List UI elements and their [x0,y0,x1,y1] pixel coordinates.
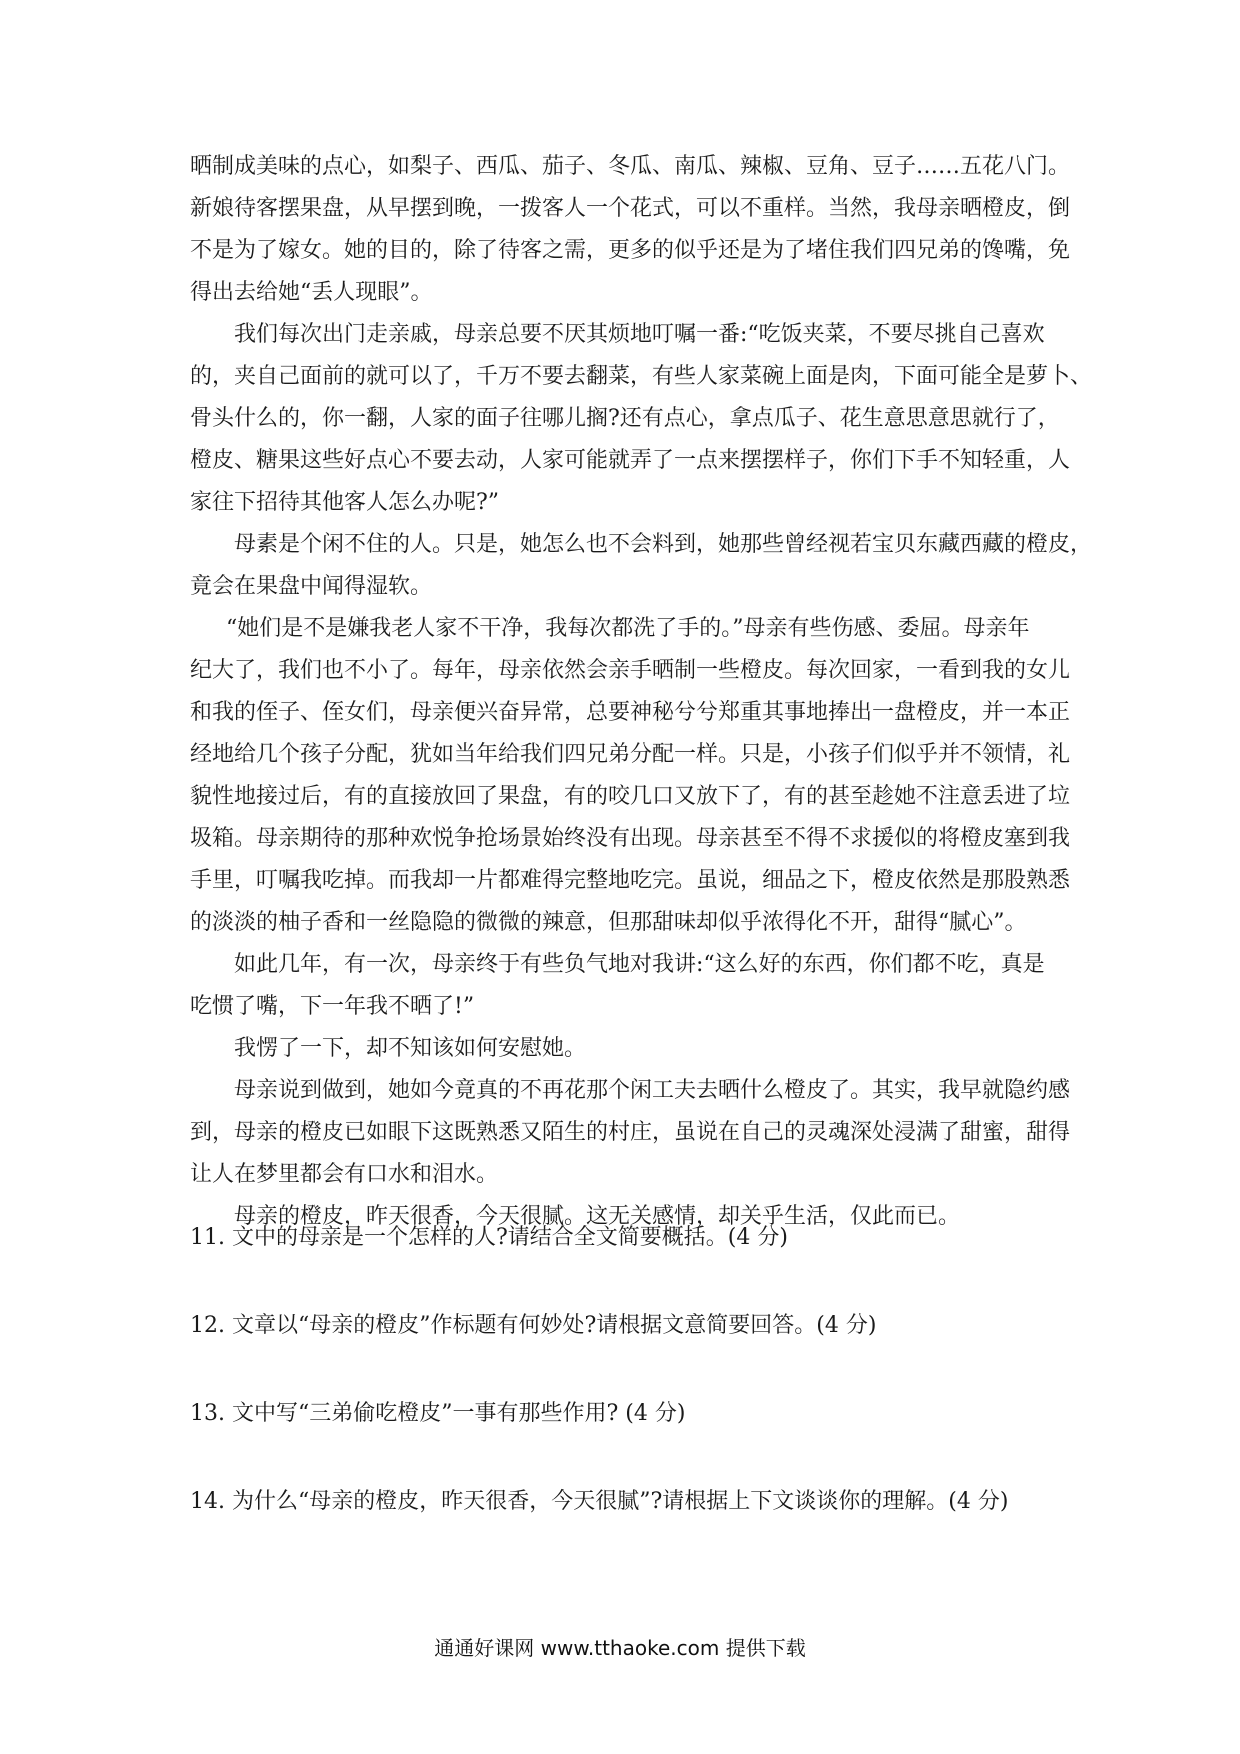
passage-line: 橙皮、糖果这些好点心不要去动，人家可能就弄了一点来摆摆样子，你们下手不知轻重，人 [190,448,1071,473]
passage-line: 貌性地接过后，有的直接放回了果盘，有的咬几口又放下了，有的甚至趁她不注意丢进了垃 [190,784,1071,809]
passage-line: 手里，叮嘱我吃掉。而我却一片都难得完整地吃完。虽说，细品之下，橙皮依然是那股熟悉 [190,868,1071,893]
question-14: 14. 为什么“母亲的橙皮，昨天很香，今天很腻”?请根据上下文谈谈你的理解。(4 分) [190,1489,1009,1514]
passage-line: 我愣了一下，却不知该如何安慰她。 [234,1036,587,1061]
passage-line: 经地给几个孩子分配，犹如当年给我们四兄弟分配一样。只是，小孩子们似乎并不领情，礼 [190,742,1071,767]
passage-line: 晒制成美味的点心，如梨子、西瓜、茄子、冬瓜、南瓜、辣椒、豆角、豆子……五花八门。 [190,154,1071,179]
passage-line: 的淡淡的柚子香和一丝隐隐的微微的辣意，但那甜味却似乎浓得化不开，甜得“腻心”。 [190,910,1027,935]
passage-line: 圾箱。母亲期待的那种欢悦争抢场景始终没有出现。母亲甚至不得不求援似的将橙皮塞到我 [190,826,1071,851]
passage-line: 如此几年，有一次，母亲终于有些负气地对我讲:“这么好的东西，你们都不吃，真是 [234,952,1045,977]
passage [190,146,1093,1238]
question-12: 12. 文章以“母亲的橙皮”作标题有何妙处?请根据文意简要回答。(4 分) [190,1313,877,1338]
passage-line: 让人在梦里都会有口水和泪水。 [190,1162,499,1187]
passage-line: 不是为了嫁女。她的目的，除了待客之需，更多的似乎还是为了堵住我们四兄弟的馋嘴，免 [190,238,1071,263]
passage-line: 和我的侄子、侄女们，母亲便兴奋异常，总要神秘兮兮郑重其事地捧出一盘橙皮，并一本正 [190,700,1071,725]
passage-line: 纪大了，我们也不小了。每年，母亲依然会亲手晒制一些橙皮。每次回家，一看到我的女儿 [190,658,1071,683]
passage-line: 母亲说到做到，她如今竟真的不再花那个闲工夫去晒什么橙皮了。其实，我早就隐约感 [234,1078,1071,1103]
passage-line: 家往下招待其他客人怎么办呢?” [190,490,500,515]
passage-line: 新娘待客摆果盘，从早摆到晚，一拨客人一个花式，可以不重样。当然，我母亲晒橙皮，倒 [190,196,1071,221]
passage-line: 的，夹自己面前的就可以了，千万不要去翻菜，有些人家菜碗上面是肉，下面可能全是萝卜、 [190,364,1093,389]
passage-line: “她们是不是嫌我老人家不干净，我每次都洗了手的。”母亲有些伤感、委屈。母亲年 [226,616,1030,641]
passage-line: 骨头什么的，你一翻，人家的面子往哪儿搁?还有点心，拿点瓜子、花生意思意思就行了， [190,406,1060,431]
passage-line: 母素是个闲不住的人。只是，她怎么也不会料到，她那些曾经视若宝贝东藏西藏的橙皮， [234,532,1093,557]
passage-line: 竟会在果盘中闻得湿软。 [190,574,433,599]
passage-line: 吃惯了嘴，下一年我不晒了!” [190,994,475,1019]
passage-line: 母亲的橙皮，昨天很香，今天很腻。这无关感情，却关乎生活，仅此而已。 [234,1204,961,1229]
passage-line: 得出去给她“丢人现眼”。 [190,280,433,305]
question-11: 11. 文中的母亲是一个怎样的人?请结合全文简要概括。(4 分) [190,1225,788,1250]
passage-line: 到，母亲的橙皮已如眼下这既熟悉又陌生的村庄，虽说在自己的灵魂深处浸满了甜蜜，甜得 [190,1120,1071,1145]
footer-text: 通通好课网 www.tthaoke.com 提供下载 [434,1636,806,1660]
question-13: 13. 文中写“三弟偷吃橙皮”一事有那些作用? (4 分) [190,1401,686,1426]
passage-line: 我们每次出门走亲戚，母亲总要不厌其烦地叮嘱一番:“吃饭夹菜，不要尽挑自己喜欢 [234,322,1045,347]
